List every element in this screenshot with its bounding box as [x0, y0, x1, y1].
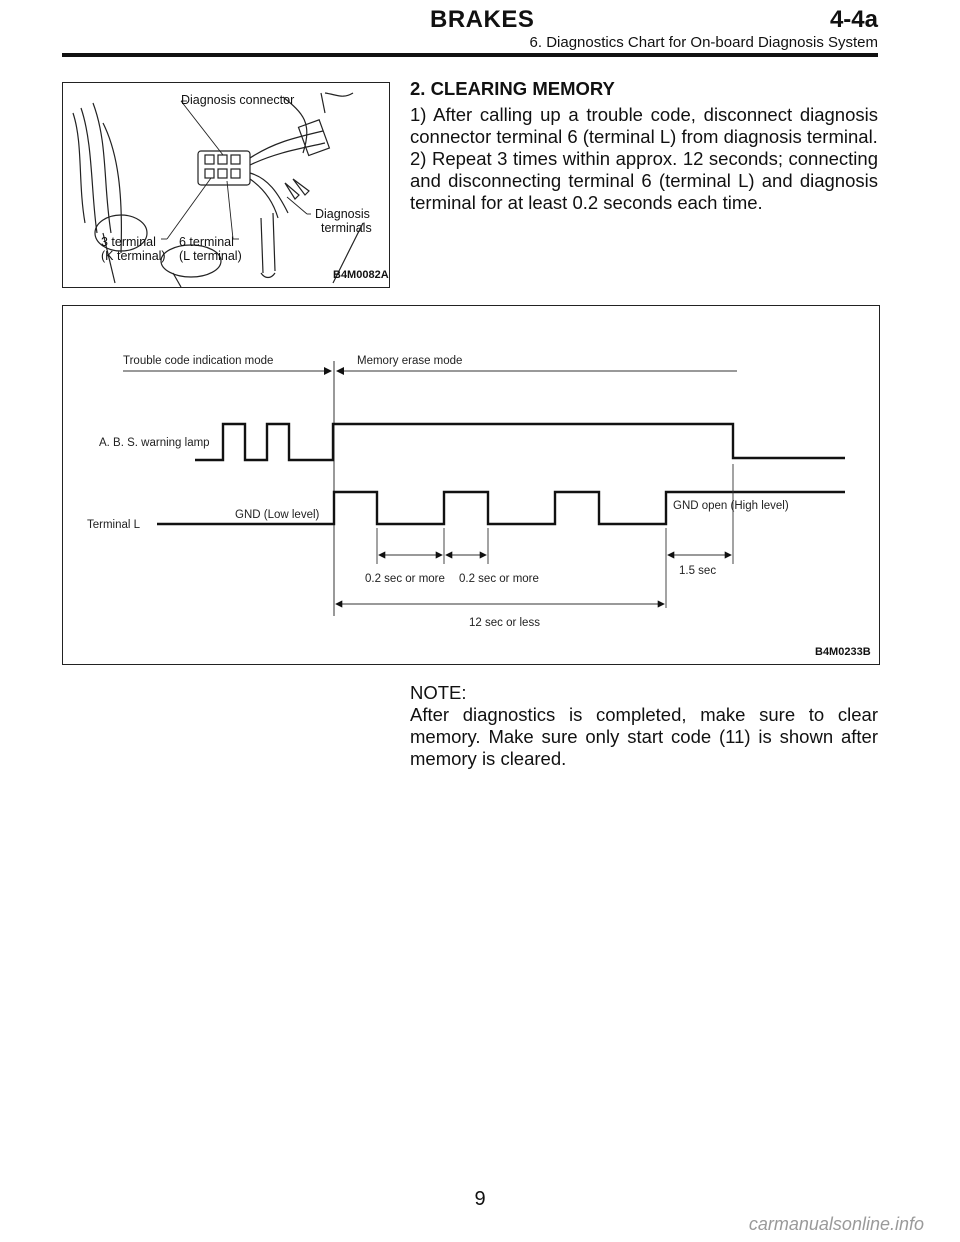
gnd-low-label: GND (Low level): [235, 509, 320, 521]
step-1: 1) After calling up a trouble code, disconnect diagnosis connector terminal 6 (terminal L) from diagnosis terminal.: [410, 104, 878, 147]
header-rule: [62, 53, 878, 57]
note-title: NOTE:: [410, 682, 467, 703]
connector-label: Diagnosis connector: [181, 93, 295, 107]
lamp-label: A. B. S. warning lamp: [99, 437, 210, 449]
gnd-open-label: GND open (High level): [673, 500, 789, 512]
watermark: carmanualsonline.info: [748, 1214, 924, 1234]
section-heading: 2. CLEARING MEMORY: [410, 78, 615, 99]
mode1-label: Trouble code indication mode: [123, 355, 274, 367]
memory-erase-timing-diagram: [62, 305, 880, 665]
dur-a-label: 0.2 sec or more: [365, 573, 445, 585]
diagnosis-connector-figure: [62, 82, 390, 288]
section-number: 4-4a: [829, 6, 878, 33]
dur-c-label: 1.5 sec: [679, 565, 717, 577]
dur-b-label: 0.2 sec or more: [459, 573, 539, 585]
l-terminal-label-line2: (L terminal): [179, 249, 242, 263]
note-block: [410, 682, 878, 770]
l-terminal-label-line1: 6 terminal: [179, 235, 234, 249]
clearing-memory-section: [410, 78, 878, 214]
note-body: After diagnostics is completed, make sure to clear memory. Make sure only start code (11) is shown after memory is cleared.: [410, 704, 878, 769]
lamp-waveform: [195, 424, 845, 460]
header-title: BRAKES: [430, 6, 535, 33]
total-label: 12 sec or less: [469, 617, 540, 629]
terminals-label-line1: Diagnosis: [315, 207, 370, 221]
timing-diagram: [63, 306, 879, 664]
step-2: 2) Repeat 3 times within approx. 12 seconds; connecting and disconnecting terminal 6 (terminal L) and diagnosis terminal for at least 0.2 seconds each time.: [410, 148, 878, 213]
figure2-id: B4M0233B: [815, 646, 871, 658]
mode2-label: Memory erase mode: [357, 355, 463, 367]
terminal-l-label: Terminal L: [87, 519, 141, 531]
terminals-label-line2: terminals: [321, 221, 372, 235]
k-terminal-label-line1: 3 terminal: [101, 235, 156, 249]
figure-id: B4M0082A: [333, 269, 389, 281]
k-terminal-label-line2: (K terminal): [101, 249, 166, 263]
header-subtitle: 6. Diagnostics Chart for On-board Diagnosis System: [529, 34, 878, 51]
page-number: 9: [474, 1188, 486, 1210]
